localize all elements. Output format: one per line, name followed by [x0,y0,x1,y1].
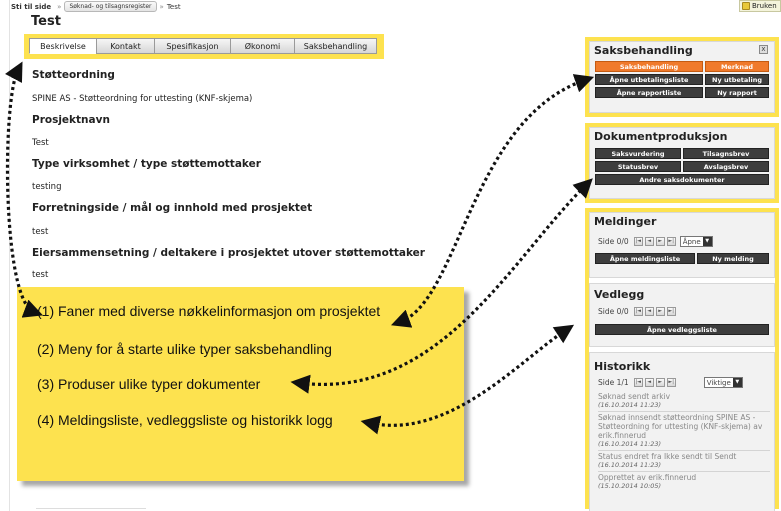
saksbehandling-panel [585,37,779,117]
first-page-icon[interactable]: |◄ [635,238,641,244]
history-item-text: Status endret fra Ikke sendt til Sendt [598,452,737,461]
callout-line-1: (1) Faner med diverse nøkkelinformasjon om prosjektet [37,303,381,319]
historikk-filter-select[interactable] [704,377,743,388]
tab-bar [24,34,384,59]
meldinger-filter-value: Åpne [682,237,701,246]
help-button-label: Bruken [752,2,777,10]
history-item-text: Søknad sendt arkiv [598,392,671,401]
field-value-type-virksomhet: testing [32,182,62,192]
annotation-callout [17,287,464,481]
callout-line-3: (3) Produser ulike typer dokumenter [37,376,261,392]
field-heading-eiersammensetning: Eiersammensetning / deltakere i prosjektet utover støttemottaker [32,247,425,259]
last-page-icon[interactable]: ►| [668,379,674,385]
new-message-button[interactable]: Ny melding [697,253,769,264]
tab-saksbehandling[interactable]: Saksbehandling [294,38,377,54]
tab-kontakt[interactable]: Kontakt [96,38,155,54]
history-item-date: (16.10.2014 11:23) [598,440,662,448]
field-value-stotteordning: SPINE AS - Støtteordning for uttesting (KNF-skjema) [32,94,253,104]
field-value-eiersammensetning: test [32,270,49,280]
open-report-list-button[interactable]: Åpne rapportliste [595,87,703,98]
saksbehandling-buttons [595,61,769,98]
historikk-filter-value: Viktige [706,378,731,387]
new-report-button[interactable]: Ny rapport [705,87,769,98]
new-payment-button[interactable]: Ny utbetaling [705,74,769,85]
previous-page-icon[interactable]: ◄ [645,378,654,387]
next-page-icon[interactable]: ► [656,378,665,387]
vedlegg-section [589,283,775,347]
dokumentproduksjon-panel [585,123,779,203]
history-item-text: Opprettet av erik.finnerud [598,473,697,482]
close-icon[interactable]: x [759,45,768,54]
statusbrev-button[interactable]: Statusbrev [595,161,681,172]
history-item-date: (16.10.2014 11:23) [598,401,662,409]
breadcrumb [11,0,181,13]
meldinger-section [589,212,775,278]
messages-attachments-history-panel [585,208,779,509]
historikk-page-label: Side 1/1 [598,378,629,387]
previous-page-icon[interactable]: ◄ [645,307,654,316]
history-item-text: Søknad innsendt støtteordning SPINE AS - Støtteordning for uttesting (KNF-skjema) av erik.finnerud [598,413,763,440]
history-item [598,451,770,472]
open-payment-list-button[interactable]: Åpne utbetalingsliste [595,74,703,85]
next-page-icon[interactable]: ► [656,237,665,246]
vedlegg-pager [598,307,676,316]
meldinger-buttons [595,253,769,264]
tab-spesifikasjon[interactable]: Spesifikasjon [154,38,231,54]
next-page-icon[interactable]: ► [656,307,665,316]
first-page-icon[interactable]: |◄ [635,308,641,314]
field-heading-forretningside: Forretningside / mål og innhold med prosjektet [32,202,313,214]
tab-okonomi[interactable]: Økonomi [230,38,295,54]
history-item [598,472,770,492]
tab-beskrivelse[interactable]: Beskrivelse [29,38,97,54]
first-page-icon[interactable]: |◄ [635,379,641,385]
meldinger-filter-select[interactable] [680,236,713,247]
last-page-icon[interactable]: ►| [668,238,674,244]
vedlegg-title: Vedlegg [594,288,645,301]
tilsagnsbrev-button[interactable]: Tilsagnsbrev [683,148,769,159]
callout-line-4: (4) Meldingsliste, vedleggsliste og historikk logg [37,412,333,428]
breadcrumb-separator: » [57,2,62,11]
open-attachments-list-button[interactable]: Åpne vedleggsliste [595,324,769,335]
field-heading-prosjektnavn: Prosjektnavn [32,114,110,126]
field-value-forretningside: test [32,227,49,237]
merknad-button[interactable]: Merknad [705,61,769,72]
chevron-down-icon: ▼ [703,237,712,246]
arrow-tabs [7,70,34,312]
meldinger-page-label: Side 0/0 [598,237,629,246]
page-title: Test [31,14,61,29]
breadcrumb-current: Test [166,2,181,11]
saksbehandling-title: Saksbehandling [594,44,693,57]
saksbehandling-button[interactable]: Saksbehandling [595,61,703,72]
field-value-prosjektnavn: Test [32,138,49,148]
avslagsbrev-button[interactable]: Avslagsbrev [683,161,769,172]
meldinger-title: Meldinger [594,215,657,228]
open-messages-list-button[interactable]: Åpne meldingsliste [595,253,695,264]
historikk-pager [598,377,743,388]
history-item [598,391,770,412]
vedlegg-page-label: Side 0/0 [598,307,629,316]
divider [36,508,146,509]
chevron-down-icon: ▼ [733,378,742,387]
field-heading-stotteordning: Støtteordning [32,69,115,81]
historikk-list [598,391,770,492]
historikk-section [589,352,775,511]
history-item-date: (15.10.2014 10:05) [598,482,662,490]
historikk-title: Historikk [594,360,651,373]
callout-line-2: (2) Meny for å starte ulike typer saksbehandling [37,341,332,357]
saksbehandling-panel-body [589,41,775,113]
other-documents-button[interactable]: Andre saksdokumenter [595,174,769,185]
last-page-icon[interactable]: ►| [668,308,674,314]
previous-page-icon[interactable]: ◄ [645,237,654,246]
left-border [9,0,10,511]
field-heading-type-virksomhet: Type virksomhet / type støttemottaker [32,158,261,170]
breadcrumb-link-register[interactable]: Søknad- og tilsagnsregister [64,1,156,12]
dokumentproduksjon-buttons [595,148,769,185]
dokumentproduksjon-title: Dokumentproduksjon [594,130,728,143]
arrow-saksbehandling [400,80,585,322]
help-book-icon [742,2,750,10]
history-item [598,412,770,451]
breadcrumb-separator: » [159,2,164,11]
vedlegg-buttons [595,324,769,335]
meldinger-pager [598,236,713,247]
messages-attachments-history-body [589,212,775,505]
history-item-date: (16.10.2014 11:23) [598,461,662,469]
breadcrumb-label: Sti til side [11,2,52,11]
dokumentproduksjon-panel-body [589,127,775,199]
saksvurdering-button[interactable]: Saksvurdering [595,148,681,159]
help-button[interactable] [739,0,781,12]
